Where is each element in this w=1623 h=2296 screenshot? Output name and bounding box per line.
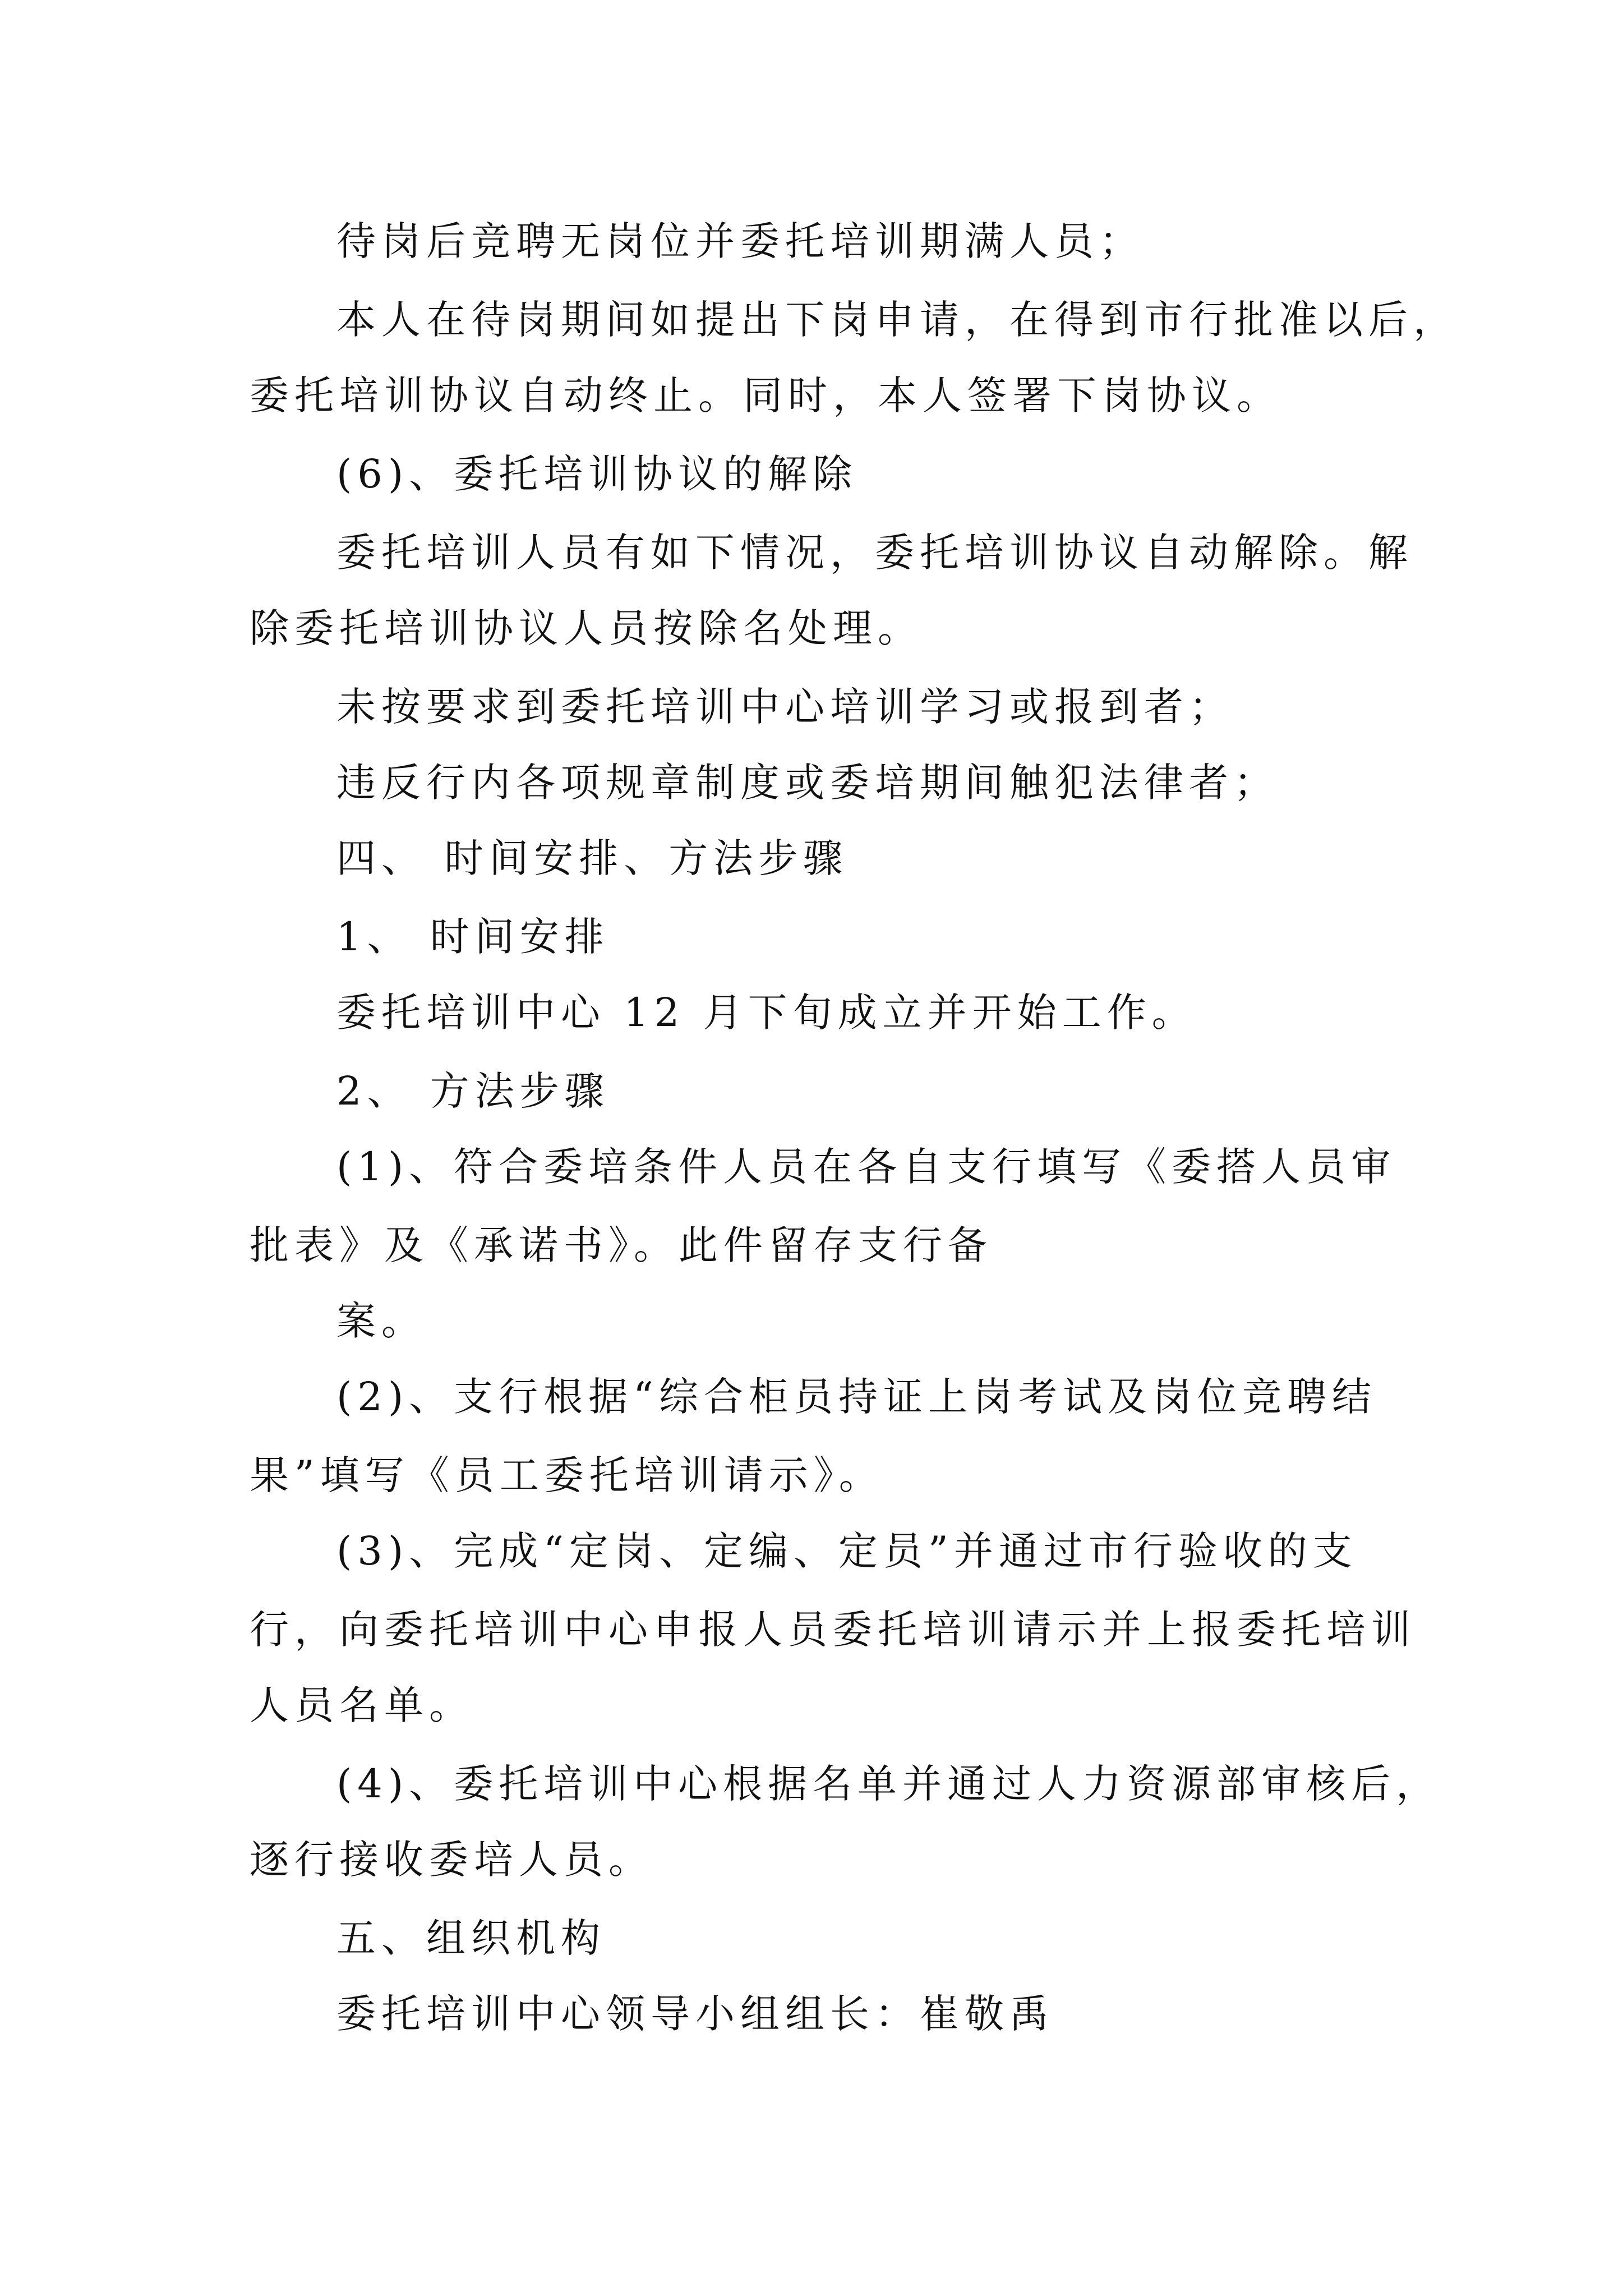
section-heading: 五、组织机构 bbox=[336, 1915, 606, 1961]
text-line: 人员名单。 bbox=[250, 1682, 474, 1728]
text-line: 委托培训人员有如下情况，委托培训协议自动解除。解 bbox=[336, 530, 1413, 576]
text-line: (3)、完成“定岗、定编、定员”并通过市行验收的支 bbox=[336, 1528, 1358, 1574]
text-line: (4)、委托培训中心根据名单并通过人力资源部审核后， bbox=[336, 1761, 1441, 1807]
section-heading: 四、 时间安排、方法步骤 bbox=[336, 835, 849, 881]
text-line: 果”填写《员工委托培训请示》。 bbox=[250, 1452, 884, 1498]
text-line: 违反行内各项规章制度或委培期间触犯法律者； bbox=[336, 760, 1279, 806]
section-heading: 1、 时间安排 bbox=[336, 914, 610, 960]
text-line: (1)、符合委培条件人员在各自支行填写《委搭人员审 bbox=[336, 1144, 1396, 1190]
section-heading: 2、 方法步骤 bbox=[336, 1068, 610, 1114]
text-line: 本人在待岗期间如提出下岗申请，在得到市行批准以后， bbox=[336, 297, 1458, 343]
text-line: 除委托培训协议人员按除名处理。 bbox=[250, 605, 923, 651]
text-line: 逐行接收委培人员。 bbox=[250, 1837, 653, 1883]
text-line: 委托培训中心领导小组组长：崔敬禹 bbox=[336, 1991, 1054, 2037]
text-line: 行，向委托培训中心申报人员委托培训请示并上报委托培训 bbox=[250, 1607, 1416, 1653]
text-line: (2)、支行根据“综合柜员持证上岗考试及岗位竞聘结 bbox=[336, 1374, 1377, 1420]
text-line: 批表》及《承诺书》。此件留存支行备 bbox=[250, 1222, 993, 1268]
text-line: 案。 bbox=[336, 1298, 426, 1344]
text-line: 待岗后竞聘无岗位并委托培训期满人员； bbox=[336, 218, 1144, 264]
text-line: 委托培训中心 12 月下旬成立并开始工作。 bbox=[336, 990, 1197, 1036]
text-line: 未按要求到委托培训中心培训学习或报到者； bbox=[336, 684, 1234, 730]
section-heading: (6)、委托培训协议的解除 bbox=[336, 451, 858, 497]
text-line: 委托培训协议自动终止。同时，本人签署下岗协议。 bbox=[250, 372, 1281, 418]
